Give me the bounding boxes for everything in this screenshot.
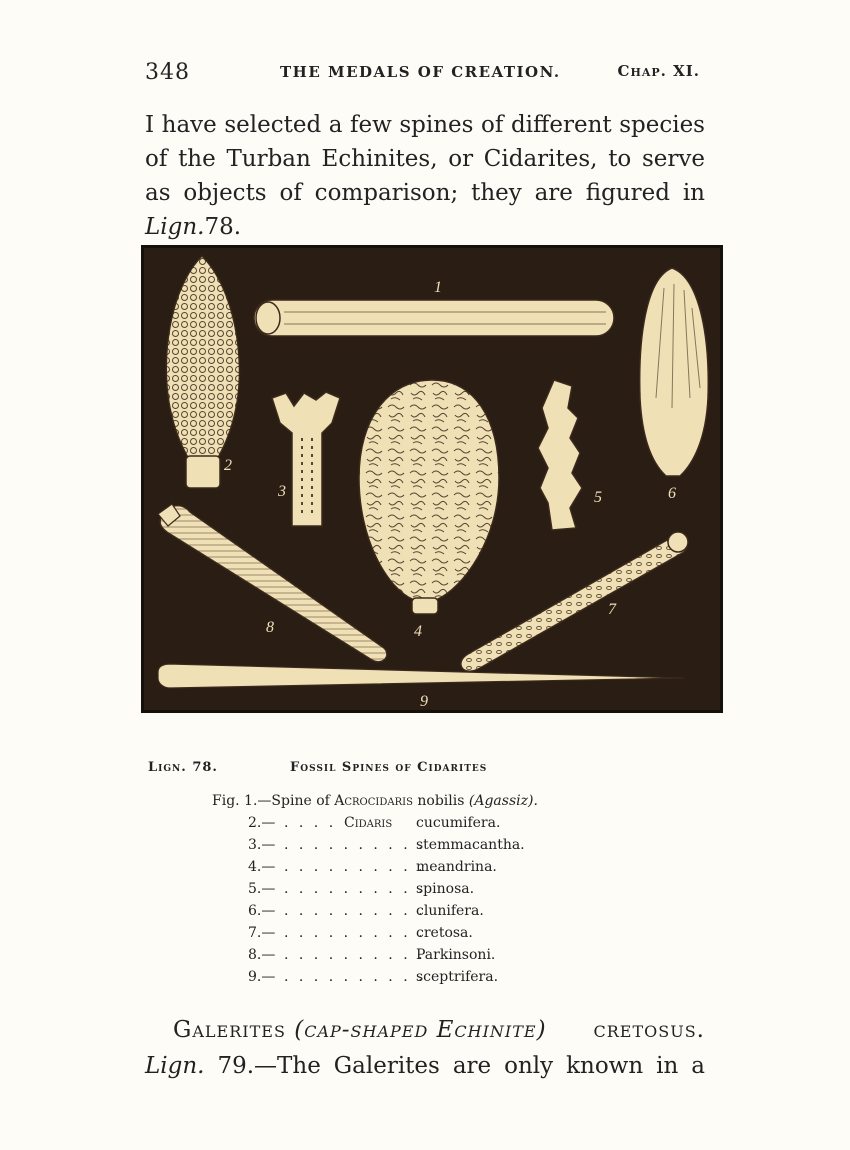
legend-first-authority: (Agassiz). [468, 793, 538, 809]
running-title: THE MEDALS OF CREATION. [280, 63, 561, 81]
figure-label-4: 4 [414, 623, 422, 640]
legend-leader-dots: . . . . . . . . . . [284, 903, 426, 919]
figure-label-1: 1 [434, 279, 442, 296]
figure-legend [212, 793, 652, 991]
figure-label-5: 5 [594, 489, 602, 506]
fossil-plate-illustration [141, 245, 723, 713]
page-header [145, 60, 705, 90]
spine-4 [359, 380, 499, 614]
spine-2 [166, 256, 239, 488]
galerites-heading [173, 1012, 547, 1048]
intro-lign-ref: Lign. [145, 214, 205, 240]
galerites-line-2 [145, 1048, 705, 1084]
spine-1 [254, 300, 614, 336]
legend-number: 7.— [248, 925, 276, 941]
intro-lign-number: 78. [204, 214, 242, 240]
legend-number: 4.— [248, 859, 276, 875]
figure-label-6: 6 [668, 485, 676, 502]
legend-row-6 [212, 903, 652, 925]
legend-row-5 [212, 881, 652, 903]
plate-title: Fossil Spines of Cidarites [290, 760, 488, 775]
legend-species: cucumifera. [416, 815, 501, 831]
legend-first-line [212, 793, 538, 809]
lign-number-label: Lign. 78. [148, 760, 218, 775]
legend-row-3 [212, 837, 652, 859]
spine-6 [640, 268, 709, 476]
galerites-line-2-text [145, 1048, 705, 1084]
galerites-lign-ref: Lign. [145, 1053, 205, 1079]
legend-row-8 [212, 947, 652, 969]
legend-first-species: nobilis [417, 793, 465, 809]
galerites-genus: Galerites [173, 1017, 286, 1043]
page-number: 348 [145, 60, 190, 85]
plate-drawing [144, 248, 720, 710]
legend-first-prefix: Fig. 1.—Spine of [212, 793, 330, 809]
figure-label-3: 3 [278, 483, 286, 500]
legend-row-1 [212, 793, 652, 815]
legend-species: stemmacantha. [416, 837, 525, 853]
legend-row-9 [212, 969, 652, 991]
legend-number: 5.— [248, 881, 276, 897]
legend-number: 3.— [248, 837, 276, 853]
galerites-common-name: (cap-shaped Echinite) [294, 1017, 547, 1043]
legend-number: 6.— [248, 903, 276, 919]
plate-caption [148, 760, 708, 780]
legend-items [212, 815, 652, 991]
legend-number: 8.— [248, 947, 276, 963]
figure-label-8: 8 [266, 619, 274, 636]
spine-7 [461, 532, 688, 671]
legend-leader-dots: . . . . [284, 815, 337, 831]
galerites-line-1 [145, 1012, 705, 1048]
figure-label-9: 9 [420, 693, 428, 710]
spine-5 [538, 380, 582, 530]
legend-first-genus: Acrocidaris [334, 793, 413, 809]
galerites-body: 79.—The Galerites are only known in a [217, 1053, 706, 1079]
figure-label-7: 7 [608, 601, 616, 618]
legend-species: meandrina. [416, 859, 497, 875]
legend-species: sceptrifera. [416, 969, 499, 985]
galerites-species: cretosus. [593, 1017, 705, 1043]
legend-leader-dots: . . . . . . . . . . [284, 859, 426, 875]
legend-leader-dots: . . . . . . . . . . [284, 947, 426, 963]
legend-number: 2.— [248, 815, 276, 831]
spine-8 [158, 504, 387, 662]
legend-leader-dots: . . . . . . . . . . [284, 925, 426, 941]
galerites-paragraph [145, 1012, 705, 1084]
chapter-label: Chap. XI. [617, 62, 700, 80]
legend-leader-dots: . . . . . . . . . . [284, 969, 426, 985]
legend-leader-dots: . . . . . . . . . . [284, 837, 426, 853]
legend-species: Parkinsoni. [416, 947, 496, 963]
legend-number: 9.— [248, 969, 276, 985]
figure-label-2: 2 [224, 457, 232, 474]
intro-paragraph [145, 108, 705, 244]
spine-9 [158, 664, 684, 688]
legend-row-4 [212, 859, 652, 881]
legend-leader-dots: . . . . . . . . . . [284, 881, 426, 897]
legend-species: clunifera. [416, 903, 484, 919]
legend-species: spinosa. [416, 881, 475, 897]
spine-3 [272, 392, 340, 526]
legend-genus: Cidaris [344, 815, 393, 831]
legend-species: cretosa. [416, 925, 473, 941]
intro-text: I have selected a few spines of different species of the Turban Echinites, or Cidarites, to serve as objects of comparison; they are figured in [145, 112, 705, 206]
legend-row-7 [212, 925, 652, 947]
legend-row-2 [212, 815, 652, 837]
